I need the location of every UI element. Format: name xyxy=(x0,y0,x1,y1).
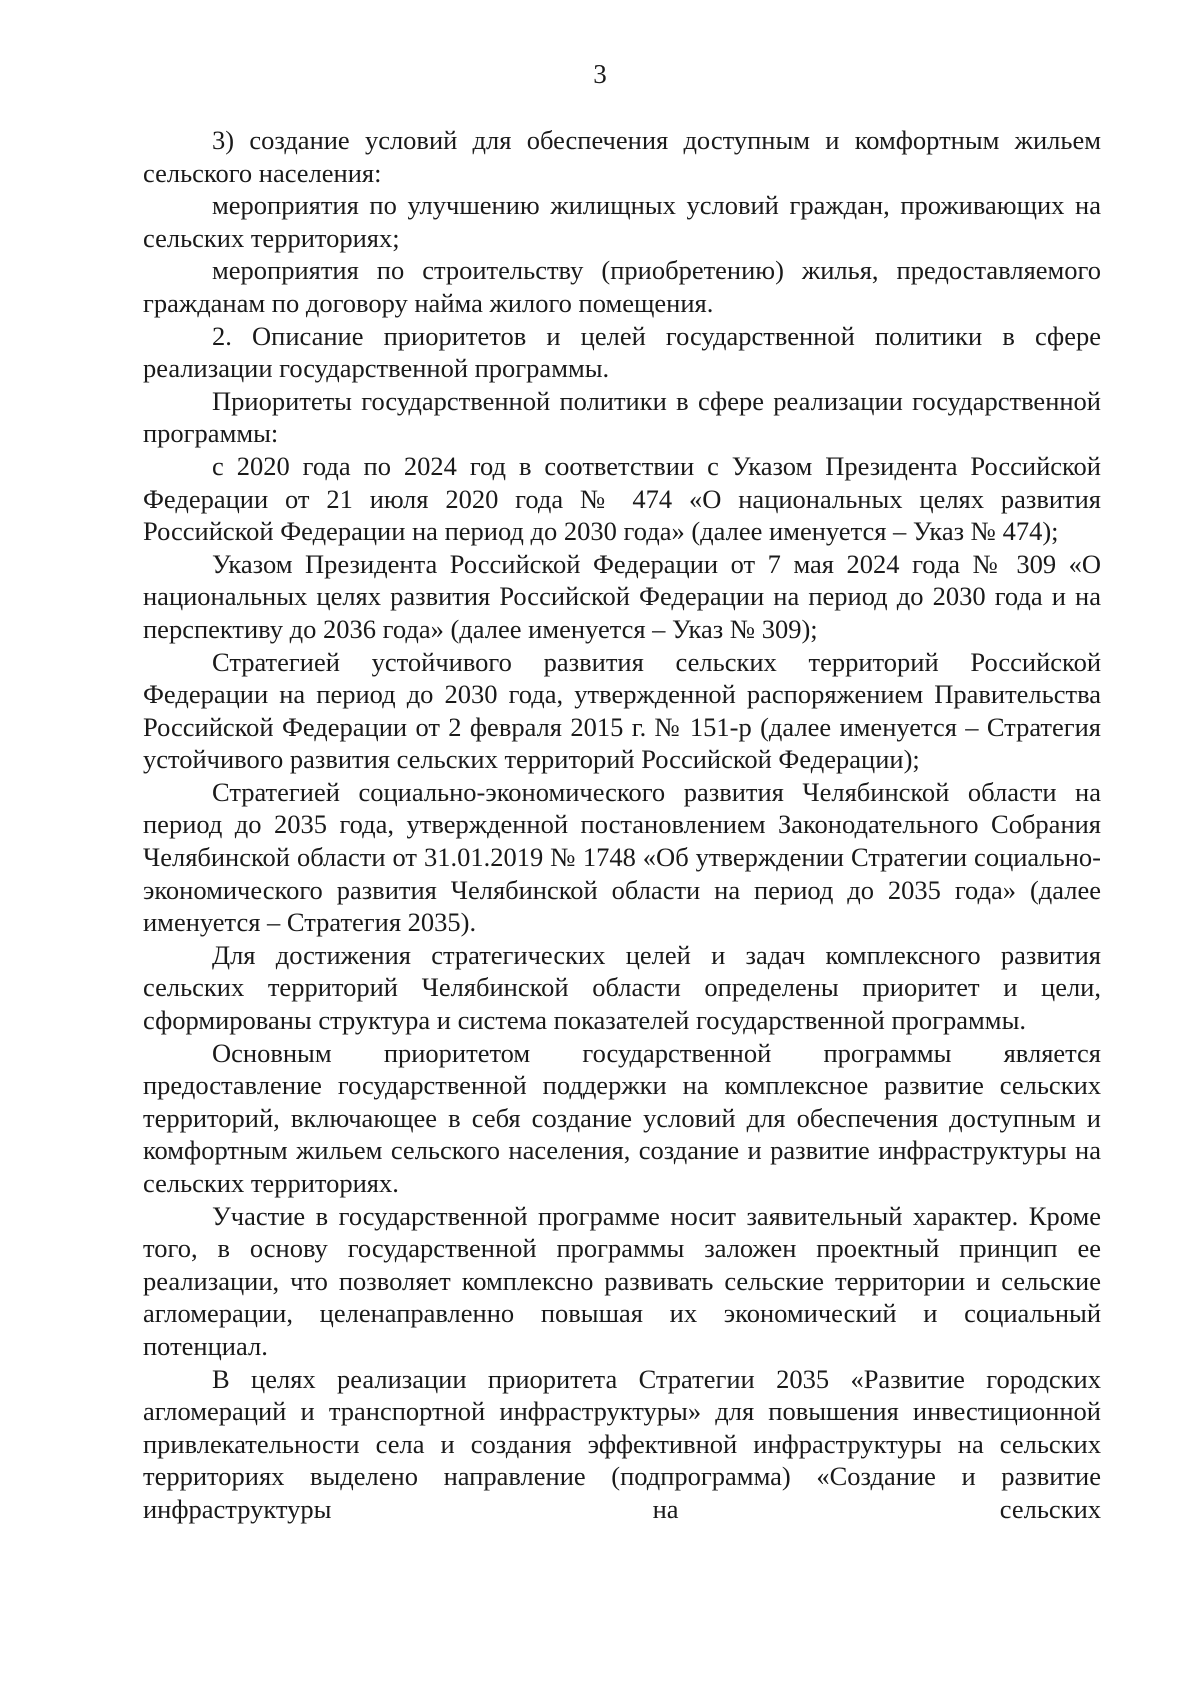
paragraph-priorities-intro: Приоритеты государственной политики в сфере реализации государственной программы: xyxy=(143,385,1101,449)
paragraph-section-heading: 2. Описание приоритетов и целей государственной политики в сфере реализации государственной программы. xyxy=(143,320,1101,384)
paragraph-housing-improvement: мероприятия по улучшению жилищных условий граждан, проживающих на сельских территориях; xyxy=(143,190,1101,253)
paragraph-decree-474: с 2020 года по 2024 год в соответствии с Указом Президента Российской Федерации от 21 июля 2020 года № 474 «О национальных целях развития Российской Федерации на период до 2030 года» (далее именуется – Указ № 474); xyxy=(143,450,1101,547)
document-body xyxy=(143,124,1101,1526)
paragraph-housing-construction: мероприятия по строительству (приобретению) жилья, предоставляемого гражданам по договору найма жилого помещения. xyxy=(143,255,1101,318)
page-number: 3 xyxy=(593,59,607,89)
paragraph-strategy-2035: Стратегией социально-экономического развития Челябинской области на период до 2035 года, утвержденной постановлением Законодательного Собрания Челябинской области от 31.01.2019 № 1748 «Об утверждении Стратегии социально-экономического развития Челябинской области на период до 2035 года» (далее именуется – Стратегия 2035). xyxy=(143,776,1101,938)
paragraph-decree-309: Указом Президента Российской Федерации от 7 мая 2024 года № 309 «О национальных целях развития Российской Федерации на период до 2030 года и на перспективу до 2036 года» (далее именуется – Указ № 309); xyxy=(143,548,1101,644)
paragraph-participation: Участие в государственной программе носит заявительный характер. Кроме того, в основу государственной программы заложен проектный принцип ее реализации, что позволяет комплексно развивать сельские территории и сельские агломерации, целенаправленно повышая их экономический и социальный потенциал. xyxy=(143,1200,1101,1361)
paragraph-main-priority: Основным приоритетом государственной программы является предоставление государственной поддержки на комплексное развитие сельских территорий, включающее в себя создание условий для обеспечения доступным и комфортным жильем сельского населения, создание и развитие инфраструктуры на сельских территориях. xyxy=(143,1037,1101,1198)
paragraph-housing-conditions: 3) создание условий для обеспечения доступным и комфортным жильем сельского населения: xyxy=(143,125,1101,188)
paragraph-strategic-goals: Для достижения стратегических целей и задач комплексного развития сельских территорий Челябинской области определены приоритет и цели, сформированы структура и система показателей государственной программы. xyxy=(143,939,1101,1036)
paragraph-rural-strategy: Стратегией устойчивого развития сельских территорий Российской Федерации на период до 2030 года, утвержденной распоряжением Правительства Российской Федерации от 2 февраля 2015 г. № 151-р (далее именуется – Стратегия устойчивого развития сельских территорий Российской Федерации); xyxy=(143,646,1101,775)
paragraph-infrastructure-subprogram: В целях реализации приоритета Стратегии 2035 «Развитие городских агломераций и транспортной инфраструктуры» для повышения инвестиционной привлекательности села и создания эффективной инфраструктуры на сельских территориях выделено направление (подпрограмма) «Создание и развитие инфраструктуры на сельских xyxy=(143,1363,1101,1524)
